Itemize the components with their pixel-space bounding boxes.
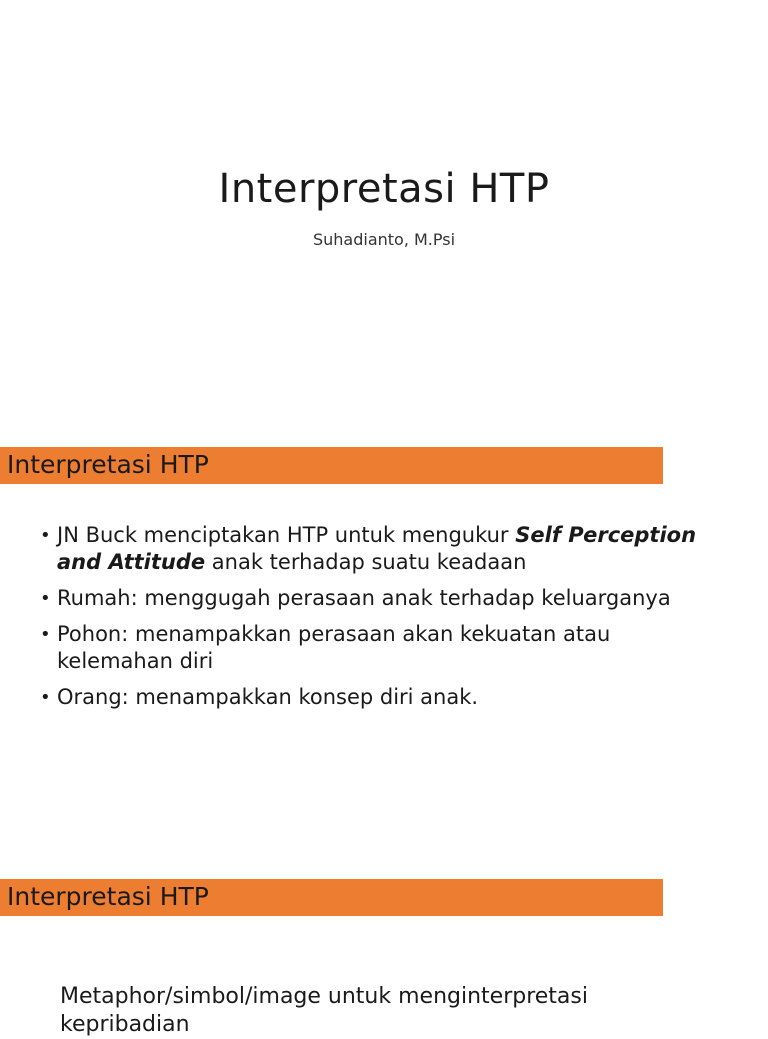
bullet-item [40, 585, 730, 612]
slide-subtitle: Suhadianto, M.Psi [312, 230, 456, 249]
bullet-item [40, 621, 730, 675]
slide3-body-text: Metaphor/simbol/image untuk menginterpretasi kepribadian [60, 984, 588, 1037]
slide-title: Interpretasi HTP [218, 166, 550, 212]
bullet-item [40, 684, 730, 711]
bullet-list [40, 522, 730, 720]
bullet-dot-icon: • [40, 525, 51, 546]
bullet1-text-end: anak terhadap suatu keadaan [205, 550, 527, 574]
bullet-dot-icon: • [40, 588, 51, 609]
bullet1-text: JN Buck menciptakan HTP untuk mengukur [57, 523, 516, 547]
slide2-header-bar: Interpretasi HTP [0, 447, 663, 484]
slide3-header-bar: Interpretasi HTP [0, 879, 663, 916]
title-slide [0, 0, 768, 420]
bullet-dot-icon: • [40, 687, 51, 708]
bullet4-text: Orang: menampakkan konsep diri anak. [57, 685, 479, 709]
bullet-item [40, 522, 730, 576]
bullet-dot-icon: • [40, 624, 51, 645]
bullet1-emphasis: Self Perception and Attitude [57, 523, 697, 574]
bullet3-text: Pohon: menampakkan perasaan akan kekuatan atau kelemahan diri [57, 622, 611, 673]
bullet2-text: Rumah: menggugah perasaan anak terhadap keluarganya [57, 586, 671, 610]
